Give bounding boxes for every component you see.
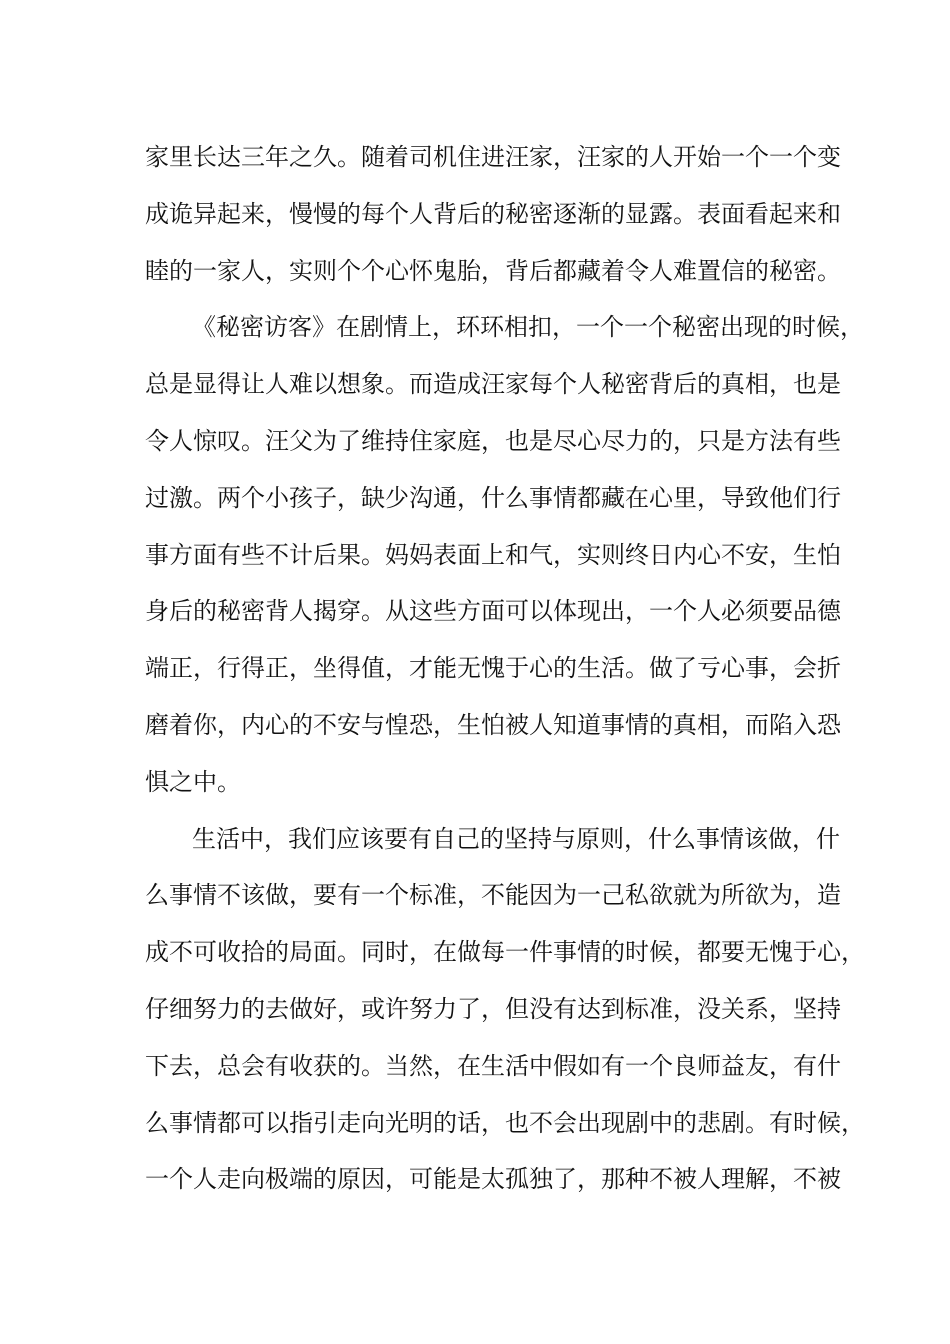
text-line: 仔细努力的去做好，或许努力了，但没有达到标准，没关系，坚持 [145, 994, 841, 1023]
text-line: 家里长达三年之久。随着司机住进汪家，汪家的人开始一个一个变 [145, 143, 841, 171]
text-line: 磨着你，内心的不安与惶恐，生怕被人知道事情的真相，而陷入恐 [145, 710, 841, 739]
text-line: 么事情都可以指引走向光明的话，也不会出现剧中的悲剧。有时候， [145, 1108, 865, 1137]
text-line: 惧之中。 [145, 767, 241, 796]
text-line: 下去，总会有收获的。当然，在生活中假如有一个良师益友，有什 [145, 1051, 841, 1080]
text-line: 令人惊叹。汪父为了维持住家庭，也是尽心尽力的，只是方法有些 [145, 426, 841, 455]
text-line: 过激。两个小孩子，缺少沟通，什么事情都藏在心里，导致他们行 [145, 483, 841, 512]
paragraph-first-line: 《秘密访客》在剧情上，环环相扣，一个一个秘密出现的时候， [192, 313, 864, 342]
text-line: 睦的一家人，实则个个心怀鬼胎，背后都藏着令人难置信的秘密。 [145, 256, 841, 285]
text-line: 身后的秘密背人揭穿。从这些方面可以体现出，一个人必须要品德 [145, 597, 841, 626]
text-line: 总是显得让人难以想象。而造成汪家每个人秘密背后的真相，也是 [145, 370, 841, 399]
text-line: 成不可收拾的局面。同时，在做每一件事情的时候，都要无愧于心， [145, 938, 865, 967]
text-line: 一个人走向极端的原因，可能是太孤独了，那种不被人理解，不被 [145, 1165, 841, 1194]
text-line: 么事情不该做，要有一个标准，不能因为一己私欲就为所欲为，造 [145, 881, 841, 910]
body-text [145, 129, 865, 1208]
paragraph-first-line: 生活中，我们应该要有自己的坚持与原则，什么事情该做，什 [192, 824, 840, 853]
text-line: 事方面有些不计后果。妈妈表面上和气，实则终日内心不安，生怕 [145, 540, 841, 569]
text-line: 端正，行得正，坐得值，才能无愧于心的生活。做了亏心事，会折 [145, 654, 841, 683]
text-line: 成诡异起来，慢慢的每个人背后的秘密逐渐的显露。表面看起来和 [145, 199, 841, 228]
